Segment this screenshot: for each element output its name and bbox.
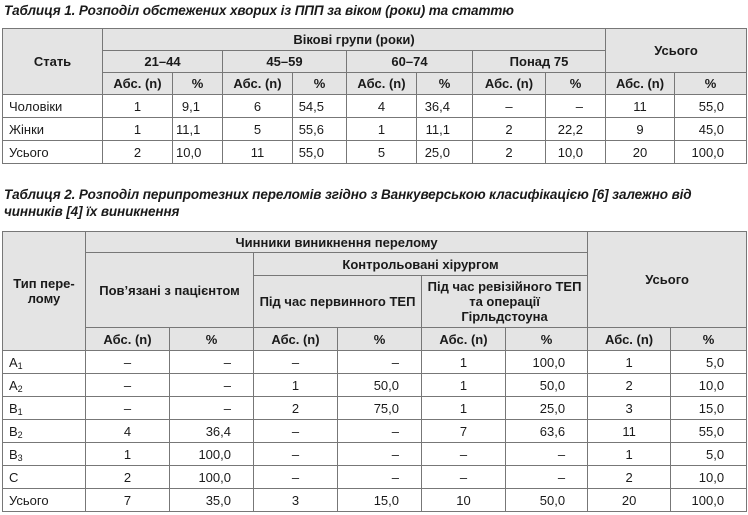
pct-cell: 11,1 [173, 118, 223, 141]
abs-header: Абс. (n) [473, 73, 546, 95]
abs-cell: 1 [422, 351, 506, 374]
fracture-type [3, 420, 86, 443]
fracture-type-letter: A [9, 377, 18, 393]
table1 [2, 28, 747, 164]
table2-header-total: Усього [588, 232, 747, 328]
table2-header-revision: Під час ревізійного ТЕП та операції Гірльдстоуна [422, 276, 588, 328]
abs-cell: 1 [347, 118, 417, 141]
table1-header-age-groups: Вікові групи (роки) [103, 29, 606, 51]
table-row [3, 95, 747, 118]
abs-cell: – [254, 466, 338, 489]
abs-cell: 3 [254, 489, 338, 512]
abs-cell: 4 [347, 95, 417, 118]
pct-cell: 35,0 [170, 489, 254, 512]
fracture-type [3, 466, 86, 489]
table-row [3, 374, 747, 397]
abs-cell: 2 [254, 397, 338, 420]
abs-cell: 1 [86, 443, 170, 466]
row-label: Чоловіки [3, 95, 103, 118]
pct-cell: – [506, 466, 588, 489]
pct-cell: 75,0 [338, 397, 422, 420]
fracture-type [3, 374, 86, 397]
fracture-type-sub: 1 [17, 360, 23, 371]
abs-cell: – [254, 443, 338, 466]
fracture-type-letter: A [9, 354, 18, 370]
pct-cell: 36,4 [170, 420, 254, 443]
pct-cell: 11,1 [417, 118, 473, 141]
table1-group-header: 60–74 [347, 51, 473, 73]
abs-header: Абс. (n) [254, 328, 338, 351]
fracture-type [3, 397, 86, 420]
fracture-type-letter: B [9, 400, 18, 416]
pct-header: % [675, 73, 747, 95]
fracture-type [3, 489, 86, 512]
pct-cell: – [338, 420, 422, 443]
pct-cell: 50,0 [338, 374, 422, 397]
fracture-type-sub: 2 [17, 383, 23, 394]
pct-cell: 100,0 [671, 489, 747, 512]
pct-cell: 54,5 [293, 95, 347, 118]
pct-cell: 55,0 [293, 141, 347, 164]
abs-cell: 2 [588, 466, 671, 489]
pct-cell: – [546, 95, 606, 118]
abs-cell: 1 [103, 118, 173, 141]
abs-header: Абс. (n) [606, 73, 675, 95]
abs-cell: 5 [347, 141, 417, 164]
abs-cell: 2 [86, 466, 170, 489]
abs-cell: 11 [223, 141, 293, 164]
abs-cell: 1 [103, 95, 173, 118]
pct-cell: 10,0 [546, 141, 606, 164]
abs-cell: 2 [473, 118, 546, 141]
pct-header: % [417, 73, 473, 95]
pct-cell: 100,0 [675, 141, 747, 164]
pct-cell: 55,6 [293, 118, 347, 141]
abs-cell: 7 [86, 489, 170, 512]
fracture-type [3, 443, 86, 466]
pct-cell: 50,0 [506, 489, 588, 512]
table1-group-header: Понад 75 [473, 51, 606, 73]
abs-cell: 5 [223, 118, 293, 141]
row-label: Жінки [3, 118, 103, 141]
abs-cell: – [86, 374, 170, 397]
table-row [3, 118, 747, 141]
pct-cell: 36,4 [417, 95, 473, 118]
abs-cell: 3 [588, 397, 671, 420]
table2-header-primary: Під час первинного ТЕП [254, 276, 422, 328]
abs-cell: 11 [606, 95, 675, 118]
fracture-type-letter: C [9, 469, 19, 485]
table-row [3, 420, 747, 443]
pct-cell: 25,0 [417, 141, 473, 164]
pct-cell: 9,1 [173, 95, 223, 118]
table-row [3, 397, 747, 420]
abs-header: Абс. (n) [223, 73, 293, 95]
pct-cell: 45,0 [675, 118, 747, 141]
pct-cell: 55,0 [671, 420, 747, 443]
table-row [3, 351, 747, 374]
table2-header-patient: Пов’язані з пацієнтом [86, 253, 254, 328]
pct-cell: 5,0 [671, 351, 747, 374]
pct-cell: 15,0 [338, 489, 422, 512]
table2-header-factors: Чинники виникнення перелому [86, 232, 588, 253]
table1-header-sex: Стать [3, 29, 103, 95]
pct-cell: 100,0 [170, 466, 254, 489]
pct-header: % [170, 328, 254, 351]
fracture-type-letter: Усього [9, 492, 49, 508]
table2-header-type: Тип пере-лому [3, 232, 86, 351]
fracture-type [3, 351, 86, 374]
abs-cell: 2 [103, 141, 173, 164]
fracture-type-sub: 3 [17, 452, 23, 463]
abs-cell: 7 [422, 420, 506, 443]
abs-cell: 1 [422, 397, 506, 420]
row-label: Усього [3, 141, 103, 164]
fracture-type-letter: B [9, 423, 18, 439]
pct-cell: 10,0 [671, 466, 747, 489]
abs-cell: – [422, 466, 506, 489]
pct-cell: – [338, 466, 422, 489]
abs-cell: 2 [473, 141, 546, 164]
pct-cell: – [338, 443, 422, 466]
abs-cell: – [254, 420, 338, 443]
abs-cell: – [422, 443, 506, 466]
pct-cell: – [170, 374, 254, 397]
pct-cell: 63,6 [506, 420, 588, 443]
abs-cell: – [86, 397, 170, 420]
abs-cell: 4 [86, 420, 170, 443]
fracture-type-sub: 1 [17, 406, 23, 417]
pct-cell: 15,0 [671, 397, 747, 420]
pct-cell: 100,0 [170, 443, 254, 466]
pct-cell: 22,2 [546, 118, 606, 141]
abs-header: Абс. (n) [347, 73, 417, 95]
pct-cell: 100,0 [506, 351, 588, 374]
pct-cell: – [170, 351, 254, 374]
pct-cell: 5,0 [671, 443, 747, 466]
abs-header: Абс. (n) [103, 73, 173, 95]
table1-group-header: 45–59 [223, 51, 347, 73]
abs-cell: 9 [606, 118, 675, 141]
abs-cell: 1 [422, 374, 506, 397]
fracture-type-letter: B [9, 446, 18, 462]
pct-cell: 55,0 [675, 95, 747, 118]
abs-cell: 2 [588, 374, 671, 397]
pct-cell: 10,0 [671, 374, 747, 397]
abs-cell: 11 [588, 420, 671, 443]
pct-cell: – [338, 351, 422, 374]
table-row [3, 141, 747, 164]
abs-cell: 10 [422, 489, 506, 512]
abs-cell: 6 [223, 95, 293, 118]
table1-group-header: 21–44 [103, 51, 223, 73]
abs-cell: 1 [588, 443, 671, 466]
table2-caption: Таблиця 2. Розподіл перипротезних переломів згідно з Ванкуверською класифікацією [6] залежно від чинників [4] їх виникнення [4, 187, 692, 219]
pct-cell: – [506, 443, 588, 466]
pct-cell: 50,0 [506, 374, 588, 397]
pct-header: % [293, 73, 347, 95]
table-row [3, 443, 747, 466]
abs-cell: 1 [588, 351, 671, 374]
pct-cell: 25,0 [506, 397, 588, 420]
abs-header: Абс. (n) [86, 328, 170, 351]
pct-header: % [338, 328, 422, 351]
table1-header-total: Усього [606, 29, 747, 73]
pct-header: % [671, 328, 747, 351]
abs-cell: 20 [588, 489, 671, 512]
table1-caption: Таблиця 1. Розподіл обстежених хворих із ППП за віком (роки) та статтю [4, 3, 514, 18]
fracture-type-sub: 2 [17, 429, 23, 440]
table-row [3, 466, 747, 489]
table2-header-surgeon: Контрольовані хірургом [254, 253, 588, 276]
abs-cell: – [254, 351, 338, 374]
abs-cell: – [473, 95, 546, 118]
pct-header: % [506, 328, 588, 351]
table-row [3, 489, 747, 512]
table2 [2, 231, 747, 512]
abs-cell: 20 [606, 141, 675, 164]
pct-cell: 10,0 [173, 141, 223, 164]
pct-header: % [546, 73, 606, 95]
abs-cell: – [86, 351, 170, 374]
abs-header: Абс. (n) [588, 328, 671, 351]
pct-cell: – [170, 397, 254, 420]
abs-cell: 1 [254, 374, 338, 397]
abs-header: Абс. (n) [422, 328, 506, 351]
pct-header: % [173, 73, 223, 95]
